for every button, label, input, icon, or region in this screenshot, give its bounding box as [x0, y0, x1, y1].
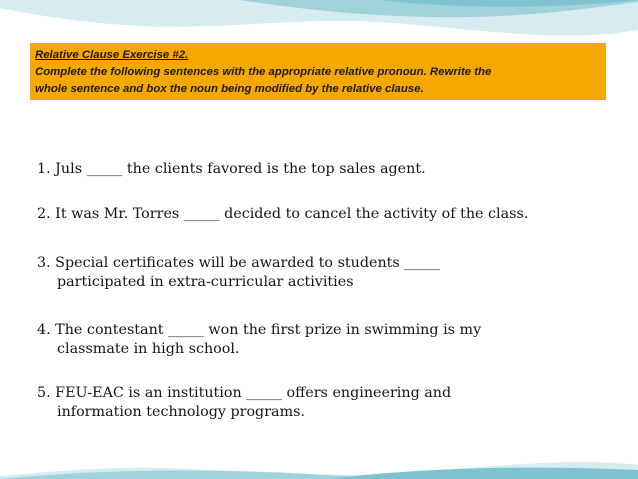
sentence-4	[37, 321, 627, 359]
sentence-line: 5. FEU-EAC is an institution _____ offers engineering and	[37, 385, 452, 401]
sentence-line: 2. It was Mr. Torres _____ decided to cancel the activity of the class.	[37, 206, 529, 222]
sentence-line-continued: information technology programs.	[57, 404, 306, 420]
exercise-title: Relative Clause Exercise #2.	[35, 49, 189, 61]
sentence-1	[37, 160, 627, 179]
sentence-3	[37, 254, 627, 292]
sentence-5	[37, 384, 627, 422]
sentence-line-continued: participated in extra-curricular activities	[57, 274, 354, 290]
sentence-line: 3. Special certificates will be awarded to students _____	[37, 255, 441, 271]
sentence-line-continued: classmate in high school.	[57, 341, 240, 357]
instruction-line-1: Complete the following sentences with the appropriate relative pronoun. Rewrite the	[35, 66, 492, 79]
sentence-2	[37, 205, 627, 224]
sentence-line: 4. The contestant _____ won the first prize in swimming is my	[37, 322, 482, 338]
sentence-line: 1. Juls _____ the clients favored is the top sales agent.	[37, 161, 426, 177]
instruction-box	[30, 43, 606, 100]
instruction-line-2: whole sentence and box the noun being modified by the relative clause.	[35, 83, 424, 96]
